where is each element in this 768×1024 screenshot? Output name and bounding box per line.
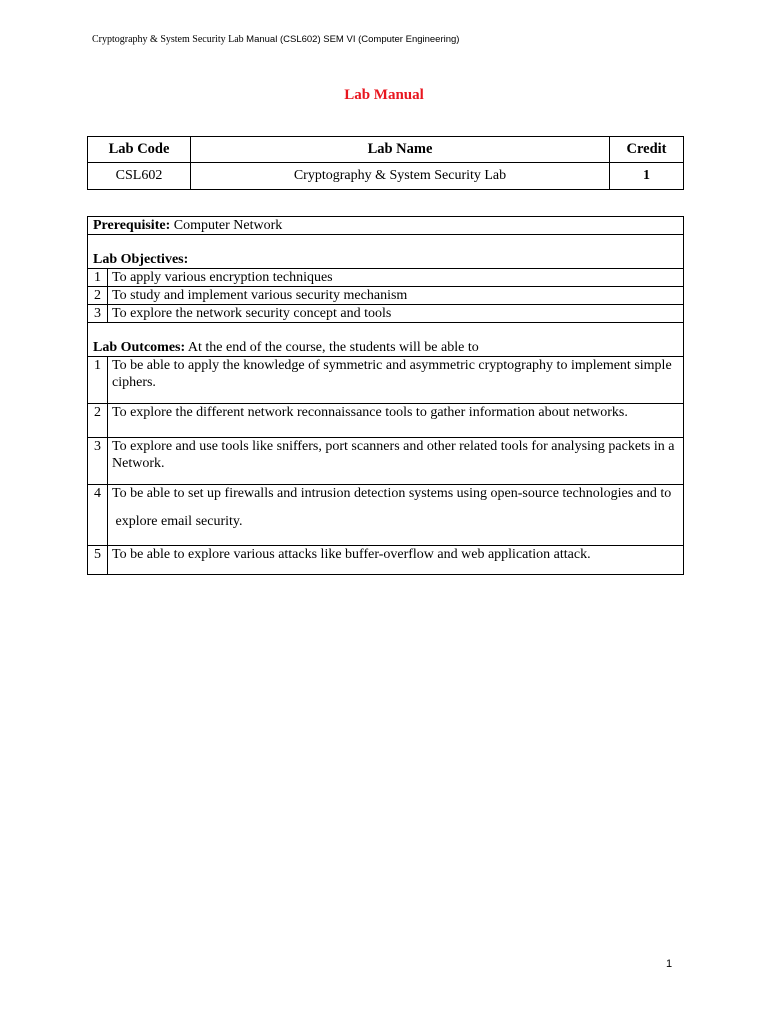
lab-info-table [87, 136, 684, 190]
outcome-number: 3 [88, 438, 108, 485]
credit-cell: 1 [610, 163, 684, 190]
objective-text: To study and implement various security mechanism [108, 287, 684, 305]
outcome-number: 1 [88, 357, 108, 404]
outcomes-intro: At the end of the course, the students will be able to [185, 340, 479, 355]
page-number: 1 [666, 958, 673, 970]
objective-number: 1 [88, 269, 108, 287]
objectives-heading: Lab Objectives: [93, 252, 189, 267]
outcome-text: To explore the different network reconnaissance tools to gather information about networks. [108, 404, 684, 438]
outcome-number: 2 [88, 404, 108, 438]
outcome-row [88, 546, 684, 575]
lab-name-header: Lab Name [191, 137, 610, 163]
credit-header: Credit [610, 137, 684, 163]
outcomes-heading: Lab Outcomes: [93, 340, 186, 355]
outcome-text: To be able to set up firewalls and intrusion detection systems using open-source technologies and to [112, 486, 672, 501]
objective-text: To explore the network security concept and tools [108, 305, 684, 323]
outcome-number: 5 [88, 546, 108, 575]
prerequisite-label: Prerequisite: [93, 218, 171, 233]
document-title: Lab Manual [344, 87, 424, 103]
objective-row [88, 287, 684, 305]
outcome-text-continued: explore email security. [112, 514, 243, 529]
outcomes-heading-row [88, 323, 684, 357]
outcome-row [88, 438, 684, 485]
lab-info-row [88, 163, 684, 190]
objective-row [88, 305, 684, 323]
objective-text: To apply various encryption techniques [108, 269, 684, 287]
outcome-text: To be able to apply the knowledge of symmetric and asymmetric cryptography to implement simple ciphers. [108, 357, 684, 404]
lab-info-header-row [88, 137, 684, 163]
outcome-row [88, 357, 684, 404]
objectives-outcomes-table [87, 216, 684, 575]
prerequisite-value: Computer Network [170, 218, 283, 233]
page-header [92, 34, 459, 45]
lab-code-cell: CSL602 [88, 163, 191, 190]
objectives-heading-row [88, 235, 684, 269]
lab-name-cell: Cryptography & System Security Lab [191, 163, 610, 190]
outcome-text: To explore and use tools like sniffers, port scanners and other related tools for analysing packets in a Network. [108, 438, 684, 485]
page-header-sans-text: Manual (CSL602) SEM VI (Computer Engineering) [246, 34, 460, 45]
outcome-number: 4 [88, 485, 108, 546]
outcome-text: To be able to explore various attacks like buffer-overflow and web application attack. [108, 546, 684, 575]
objective-number: 3 [88, 305, 108, 323]
outcome-row [88, 404, 684, 438]
lab-code-header: Lab Code [88, 137, 191, 163]
prerequisite-row [88, 217, 684, 235]
outcome-row [88, 485, 684, 546]
objective-number: 2 [88, 287, 108, 305]
objective-row [88, 269, 684, 287]
page-header-serif-text: Cryptography & System Security Lab [92, 34, 247, 45]
